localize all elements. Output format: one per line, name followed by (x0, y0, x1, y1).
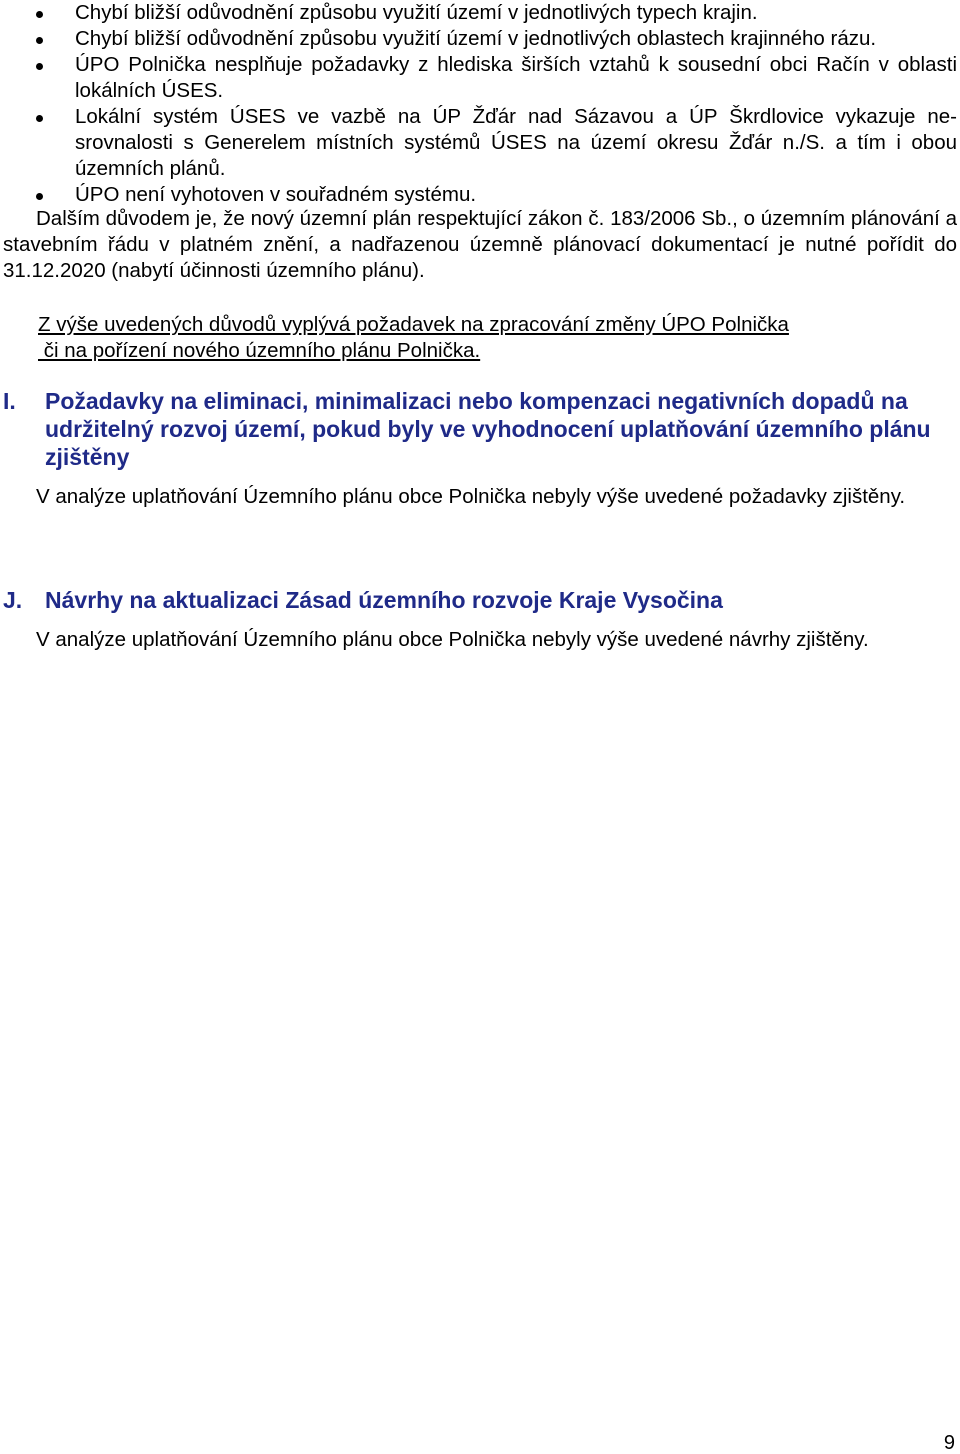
list-item: ÚPO Polnička nesplňuje požadavky z hlediska širších vztahů k sousední obci Račín v oblasti lokálních ÚSES. (0, 52, 960, 104)
section-i-heading (3, 387, 958, 471)
bullet-icon (36, 63, 43, 70)
list-item: Chybí bližší odůvodnění způsobu využití území v jednotlivých oblastech krajinného rázu. (0, 26, 960, 52)
section-j-title: Návrhy na aktualizaci Zásad územního rozvoje Kraje Vysočina (45, 587, 723, 613)
section-i-title: Požadavky na eliminaci, minimalizaci nebo kompenzaci negativních dopadů na udržitelný rozvoj území, pokud byly ve vyhodnocení uplatňování územního plánu zjištěny (45, 388, 931, 470)
bullet-icon (36, 11, 43, 18)
conclusion-statement (38, 312, 898, 364)
conclusion-line-1: Z výše uvedených důvodů vyplývá požadavek na zpracování změny ÚPO Polnička (38, 313, 789, 336)
section-j-text: V analýze uplatňování Územního plánu obce Polnička nebyly výše uvedené návrhy zjištěny. (36, 628, 869, 651)
section-i-text: V analýze uplatňování Územního plánu obce Polnička nebyly výše uvedené požadavky zjištěny. (36, 485, 906, 508)
section-j-letter: J. (3, 587, 23, 613)
list-item: Chybí bližší odůvodnění způsobu využití území v jednotlivých typech krajin. (0, 0, 960, 26)
section-i-letter: I. (3, 388, 16, 414)
conclusion-line-2: či na pořízení nového územního plánu Polnička. (38, 339, 481, 362)
deficiency-list (0, 0, 960, 208)
bullet-icon (36, 193, 43, 200)
bullet-icon (36, 37, 43, 44)
reason-paragraph: Dalším důvodem je, že nový územní plán respektující zákon č. 183/2006 Sb., o územním plánování a stavebním řádu v platném znění, a nadřazenou územně plánovací dokumentací je nutné pořídit do 31.12.2020 (nabytí účinnosti územního plánu). (3, 207, 957, 282)
list-item: Lokální systém ÚSES ve vazbě na ÚP Žďár nad Sázavou a ÚP Škrdlovice vykazuje ne-srovnalosti s Generelem místních systémů ÚSES na území okresu Žďár n./S. a tím i obou územních plánů. (0, 104, 960, 182)
list-item: ÚPO není vyhotoven v souřadném systému. (0, 182, 960, 208)
bullet-icon (36, 115, 43, 122)
section-j-heading (3, 586, 958, 614)
page-number: 9 (943, 1432, 955, 1454)
